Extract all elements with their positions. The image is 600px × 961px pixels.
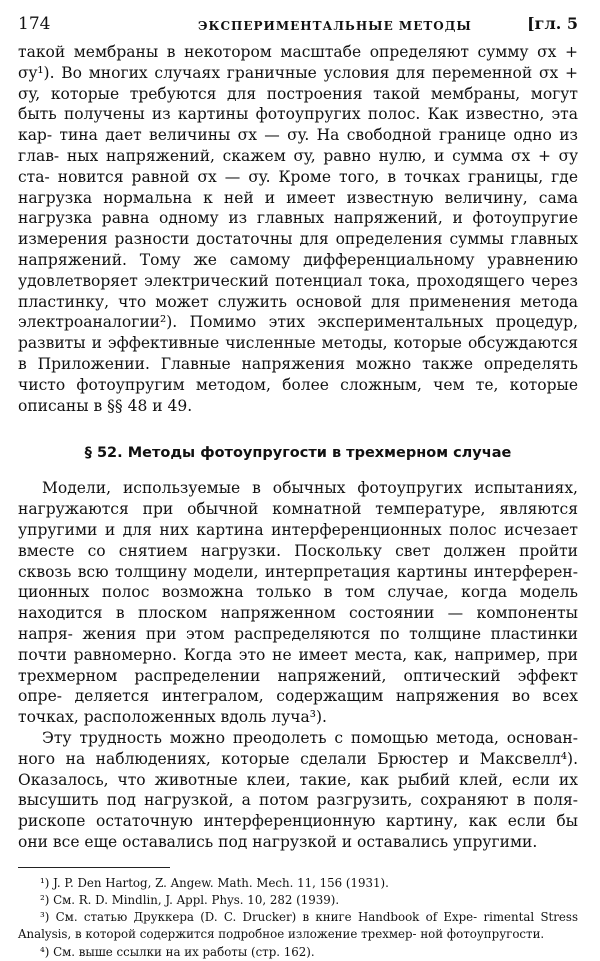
footnote-3-line-2: rimental Stress Analysis, в которой содержится подробное изложение трехмер- (18, 910, 579, 942)
text-line: трехмерном распределении напряжений, оптический эффект опре- (18, 666, 578, 706)
running-head (18, 8, 578, 42)
text-line: описаны в §§ 48 и 49. (18, 396, 193, 415)
text-line: напряжений. Тому же самому дифференциальному уравнению (18, 250, 578, 269)
text-line: такой мембраны в некотором масштабе определяют сумму σx + σy¹). (18, 43, 578, 82)
text-line: они все еще оставались под нагрузкой и оставались упругими. (18, 832, 538, 851)
text-line: высушить под нагрузкой, а потом разгрузить, сохраняют в поля- (18, 791, 578, 810)
text-line: ционных полос возможна только в том случае, когда модель (18, 583, 578, 602)
text-line: нагрузка нормальна к ней и имеет известную величину, сама (18, 188, 578, 207)
footnote-3-line-3: ной фотоупругости. (420, 927, 545, 942)
footnote-3-line-1: ³) См. статью Друккера (D. C. Drucker) в книге Handbook of Expe- (40, 910, 478, 925)
text-line: Эту трудность можно преодолеть с помощью метода, основан- (42, 728, 578, 747)
text-line: жения при этом распределяются по толщине пластинки почти (18, 624, 578, 664)
text-line: измерения разности достаточны для определения суммы главных (18, 230, 578, 249)
footnote-1: ¹) J. P. Den Hartog, Z. Angew. Math. Mech. 11, 156 (1931). (40, 875, 389, 890)
footnote-3 (18, 909, 578, 943)
body-paragraph-3 (18, 728, 578, 853)
text-line: которые требуются для построения такой мембраны, могут быть (18, 84, 578, 124)
text-line: находится в плоском напряженном состоянии — компоненты напря- (18, 604, 578, 643)
text-line: тина дает величины σx — σy. На свободной границе одно из глав- (18, 126, 578, 165)
header-title: ЭКСПЕРИМЕНТАЛЬНЫЕ МЕТОДЫ (198, 19, 472, 33)
text-line: новится равной σx — σy. Кроме того, в точках границы, где (57, 167, 578, 186)
text-line: рископе остаточную интерференционную картину, как если бы (18, 812, 578, 831)
footnote-divider (18, 867, 170, 868)
footnote-2: ²) См. R. D. Mindlin, J. Appl. Phys. 10, 282 (1939). (40, 892, 340, 907)
text-line: Оказалось, что животные клеи, такие, как рыбий клей, если их (18, 770, 578, 789)
text-line: получены из картины фотоупругих полос. Как известно, эта кар- (18, 105, 578, 145)
section-title: § 52. Методы фотоупругости в трехмерном случае (84, 445, 512, 462)
text-line: электроаналогии²). Помимо этих экспериментальных процедур, (18, 313, 578, 332)
text-line: Во многих случаях граничные условия для переменной σx + σy, (18, 63, 578, 103)
chapter-reference: [гл. 5 (527, 14, 578, 33)
book-page (18, 8, 578, 961)
body-paragraph-2 (18, 478, 578, 728)
text-line: развиты и эффективные численные методы, которые обсуждаются (18, 334, 578, 353)
text-line: равномерно. Когда это не имеет места, как, например, при (73, 645, 578, 664)
text-line: в Приложении. Главные напряжения можно также определять (18, 354, 578, 373)
text-line: расположенных вдоль луча³). (83, 708, 327, 727)
page-number: 174 (18, 14, 51, 34)
text-line: чисто фотоупругим методом, более сложным, чем те, которые (18, 375, 578, 394)
footnotes (18, 875, 578, 961)
intro-paragraph (18, 42, 578, 416)
text-line: нагружаются при обычной комнатной температуре, являются (18, 500, 578, 519)
text-line: удовлетворяет электрический потенциал тока, проходящего через (18, 271, 578, 290)
footnote-4: ⁴) См. выше ссылки на их работы (стр. 162). (40, 944, 315, 959)
text-line: нагрузка равна одному из главных напряжений, и фотоупругие (18, 209, 578, 228)
text-line: упругими и для них картина интерференционных полос исчезает (18, 520, 578, 539)
text-line: ного на наблюдениях, которые сделали Брюстер и Максвелл⁴). (18, 749, 578, 768)
text-line: деляется интегралом, содержащим напряжения во всех точках, (18, 687, 578, 727)
text-line: сквозь всю толщину модели, интерпретация картины интерферен- (18, 562, 578, 581)
text-line: Модели, используемые в обычных фотоупругих испытаниях, (42, 479, 578, 498)
text-line: ных напряжений, скажем σy, равно нулю, и сумма σx + σy ста- (18, 146, 578, 186)
text-line: вместе со снятием нагрузки. Поскольку свет должен пройти (18, 541, 578, 560)
text-line: пластинку, что может служить основой для применения метода (18, 292, 578, 311)
